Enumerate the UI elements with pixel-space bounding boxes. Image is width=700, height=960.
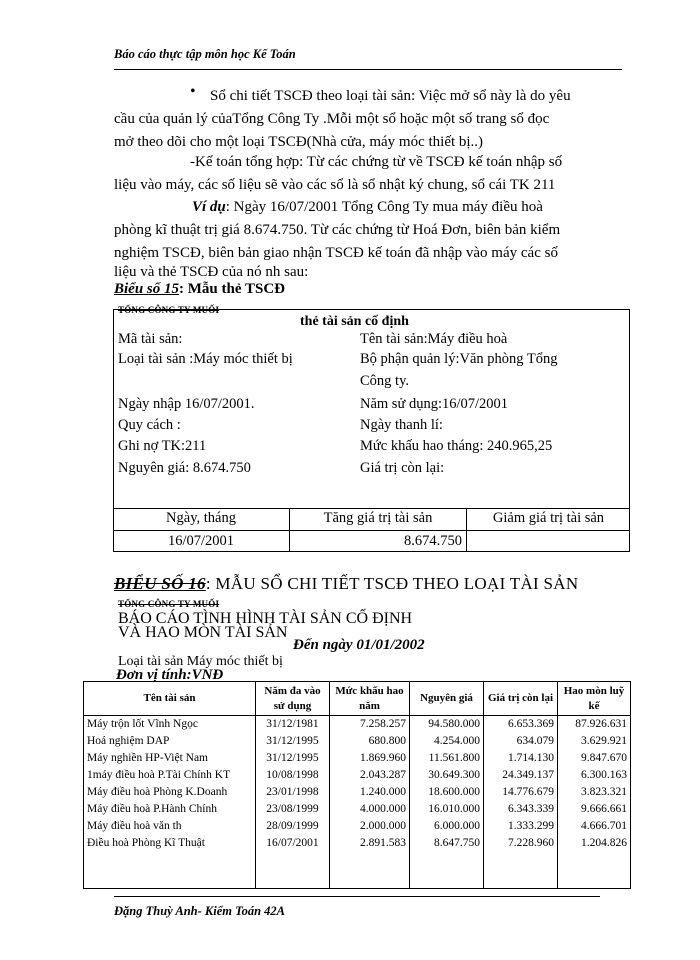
table-header-row — [84, 682, 631, 716]
table-row — [84, 818, 631, 835]
cell-accum: 9.666.661 — [558, 801, 631, 818]
column-header: Nguyên giá — [410, 682, 484, 716]
card-field: Ngày thanh lí: — [360, 417, 443, 433]
table-filler-row — [84, 852, 631, 889]
cell-remaining: 634.079 — [484, 733, 558, 750]
cell-cost: 4.254.000 — [410, 733, 484, 750]
cell-year: 10/08/1998 — [256, 767, 330, 784]
cell-accum: 6.300.163 — [558, 767, 631, 784]
asset-card-title: thẻ tài sản cố định — [300, 314, 409, 329]
card-table-header: Giảm giá trị tài sản — [492, 510, 605, 526]
cell-name: 1máy điều hoà P.Tài Chính KT — [84, 767, 256, 784]
cell-accum: 9.847.670 — [558, 750, 631, 767]
table-row — [84, 750, 631, 767]
card-table-cell: 16/07/2001 — [167, 533, 235, 549]
example-line — [192, 196, 543, 219]
cell-accum: 3.629.921 — [558, 733, 631, 750]
card-field: Ghi nợ TK:211 — [118, 438, 207, 454]
cell-accum: 4.666.701 — [558, 818, 631, 835]
card-table-header: Tăng giá trị tài sản — [323, 510, 433, 526]
card-field: Quy cách : — [118, 417, 181, 433]
cell-year: 31/12/1981 — [256, 716, 330, 734]
form16-company: TỔNG CÔNG TY MUỐI — [118, 599, 220, 609]
column-header: Tên tài sản — [84, 682, 256, 716]
cell-year: 23/01/1998 — [256, 784, 330, 801]
header-rule — [114, 69, 622, 70]
cell-cost: 16.010.000 — [410, 801, 484, 818]
card-field: Mức khấu hao tháng: 240.965,25 — [360, 438, 553, 454]
cell-name: Máy nghiền HP-Việt Nam — [84, 750, 256, 767]
cell-name: Hoá nghiệm DAP — [84, 733, 256, 750]
form16-caption — [114, 574, 578, 594]
unit-label: Đơn vị tính:VNĐ — [116, 667, 224, 683]
card-table-cell: 8.674.750 — [404, 533, 462, 549]
table-row — [84, 716, 631, 734]
card-field: Loại tài sản :Máy móc thiết bị — [118, 351, 293, 367]
card-field: Giá trị còn lại: — [360, 460, 445, 476]
card-table-top-line — [113, 508, 630, 509]
cell-remaining: 14.776.679 — [484, 784, 558, 801]
form16-caption-text: : MẪU SỔ CHI TIẾT TSCĐ THEO LOẠI TÀI SẢN — [205, 574, 579, 593]
cell-year: 28/09/1999 — [256, 818, 330, 835]
bullet-icon: • — [190, 83, 196, 100]
cell-year: 31/12/1995 — [256, 733, 330, 750]
cell-cost: 6.000.000 — [410, 818, 484, 835]
asset-type: Loại tài sản Máy móc thiết bị — [118, 654, 283, 669]
paragraph-line: phòng kĩ thuật trị giá 8.674.750. Từ các chứng từ Hoá Đơn, biên bản kiểm — [114, 222, 561, 238]
card-field: Ngày nhập 16/07/2001. — [118, 396, 255, 412]
form15-caption — [114, 281, 285, 298]
footer-rule — [114, 896, 600, 897]
cell-depr: 2.043.287 — [330, 767, 410, 784]
column-header: Mức khấu hao năm — [330, 682, 410, 716]
paragraph-line: cầu của quản lý củaTổng Công Ty .Mỗi một sổ hoặc một số trang sổ đọc — [114, 111, 550, 127]
form16-caption-label: BIỂU SỐ 16 — [114, 574, 206, 593]
paragraph-line: Sổ chi tiết TSCĐ theo loại tài sản: Việc mở sổ này là do yêu — [210, 88, 571, 104]
report-title-line1: BÁO CÁO TÌNH HÌNH TÀI SẢN CỐ ĐỊNH — [118, 610, 413, 627]
table-row — [84, 784, 631, 801]
table-row — [84, 801, 631, 818]
cell-depr: 2.000.000 — [330, 818, 410, 835]
cell-year: 23/08/1999 — [256, 801, 330, 818]
cell-name: Máy điều hoà văn th — [84, 818, 256, 835]
card-field: Tên tài sản:Máy điều hoà — [360, 331, 508, 347]
cell-depr: 1.869.960 — [330, 750, 410, 767]
cell-accum: 3.823.321 — [558, 784, 631, 801]
card-field: Nguyên giá: 8.674.750 — [118, 460, 251, 476]
paragraph-line: liệu vào máy, các số liệu sẽ vào các sổ là sổ nhật ký chung, sổ cái TK 211 — [114, 177, 556, 193]
paragraph-line: liệu và thẻ TSCĐ của nó nh sau: — [114, 264, 309, 280]
cell-depr: 2.891.583 — [330, 835, 410, 852]
cell-accum: 87.926.631 — [558, 716, 631, 734]
column-header: Giá trị còn lại — [484, 682, 558, 716]
form15-caption-text: : Mẫu thẻ TSCĐ — [179, 281, 285, 297]
cell-name: Máy trộn lốt Vĩnh Ngọc — [84, 716, 256, 734]
cell-cost: 30.649.300 — [410, 767, 484, 784]
report-date: Đến ngày 01/01/2002 — [293, 637, 425, 653]
page-header: Báo cáo thực tập môn học Kế Toán — [114, 47, 296, 61]
cell-remaining: 1.333.299 — [484, 818, 558, 835]
cell-remaining: 7.228.960 — [484, 835, 558, 852]
card-field: Mã tài sản: — [118, 331, 183, 347]
cell-depr: 1.240.000 — [330, 784, 410, 801]
card-field: Bộ phận quản lý:Văn phòng Tổng — [360, 351, 558, 367]
cell-cost: 11.561.800 — [410, 750, 484, 767]
cell-remaining: 6.343.339 — [484, 801, 558, 818]
cell-name: Điều hoà Phòng Kĩ Thuật — [84, 835, 256, 852]
table-row — [84, 733, 631, 750]
paragraph-line: : Ngày 16/07/2001 Tổng Công Ty mua máy điều hoà — [225, 199, 543, 215]
cell-remaining: 1.714.130 — [484, 750, 558, 767]
card-table-mid-line — [113, 530, 630, 531]
card-table-header: Ngày, tháng — [166, 510, 236, 526]
cell-name: Máy điều hoà P.Hành Chính — [84, 801, 256, 818]
cell-year: 31/12/1995 — [256, 750, 330, 767]
cell-remaining: 6.653.369 — [484, 716, 558, 734]
form15-caption-label: Biểu số 15 — [114, 281, 180, 297]
paragraph-line: nghiệm TSCĐ, biên bản giao nhận TSCĐ kế toán đã nhập vào máy các số — [114, 245, 558, 261]
card-field: Công ty. — [360, 373, 410, 389]
report-title-line2: VÀ HAO MÒN TÀI SẢN — [118, 624, 288, 641]
cell-cost: 8.647.750 — [410, 835, 484, 852]
example-label: Ví dụ — [192, 199, 226, 215]
paragraph-line: mở theo dõi cho một loại TSCĐ(Nhà cửa, máy móc thiết bị..) — [114, 134, 484, 150]
column-header: Hao mòn luỹ kế — [558, 682, 631, 716]
cell-name: Máy điều hoà Phòng K.Doanh — [84, 784, 256, 801]
card-field: Năm sử dụng:16/07/2001 — [360, 396, 509, 412]
column-header: Năm đa vào sử dụng — [256, 682, 330, 716]
table-row — [84, 835, 631, 852]
asset-report-table — [83, 681, 631, 889]
cell-cost: 94.580.000 — [410, 716, 484, 734]
cell-cost: 18.600.000 — [410, 784, 484, 801]
cell-depr: 7.258.257 — [330, 716, 410, 734]
paragraph-line: -Kế toán tổng hợp: Từ các chứng từ về TSCĐ kế toán nhập số — [190, 154, 563, 170]
page-footer: Đặng Thuỳ Anh- Kiểm Toán 42A — [114, 904, 285, 918]
cell-accum: 1.204.826 — [558, 835, 631, 852]
cell-year: 16/07/2001 — [256, 835, 330, 852]
cell-depr: 4.000.000 — [330, 801, 410, 818]
cell-depr: 680.800 — [330, 733, 410, 750]
cell-remaining: 24.349.137 — [484, 767, 558, 784]
table-row — [84, 767, 631, 784]
form15-company: TỔNG CÔNG TY MUỐI — [118, 305, 220, 315]
